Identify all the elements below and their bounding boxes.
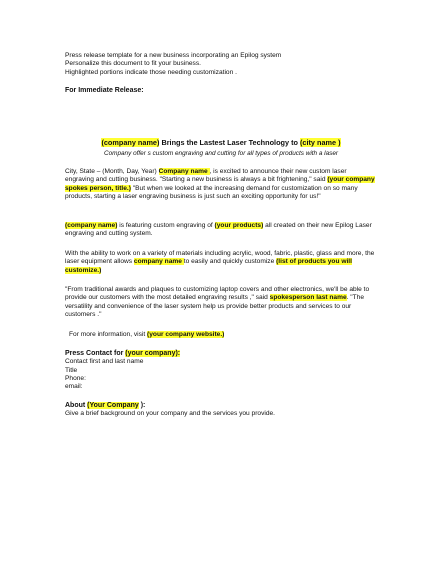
p4-spokes: spokesperson last name (269, 294, 347, 302)
intro-line-1: Press release template for a new business incorporating an Epilog system (65, 52, 282, 59)
paragraph-4 (65, 286, 377, 319)
release-label: For Immediate Release: (65, 87, 144, 94)
headline-middle: Brings the Lastest Laser Technology to (159, 138, 300, 147)
p2-products: (your products) (214, 222, 264, 229)
headline-company: (company name) (101, 138, 160, 147)
paragraph-2 (65, 222, 377, 239)
about-label: About (65, 402, 88, 409)
p2-a: is featuring custom engraving of (117, 222, 215, 229)
p5-website: (your company website.) (147, 331, 225, 338)
p3-a: With the ability to work on a variety of materials including acrylic, wood, fabric, plastic, glass and more, the laser equipment allows (65, 250, 375, 266)
paragraph-5 (69, 331, 381, 339)
subheadline: Company offer s custom engraving and cutting for all types of products with a laser (103, 150, 339, 157)
p2-company: (company name) (65, 222, 118, 229)
contact-title-line: Title (65, 366, 78, 374)
about-tail: ): (138, 402, 146, 409)
p1-c: "But when we looked at the increasing demand for customization on so many products, starting a laser engraving business is just such an exciting opportunity for us!" (65, 184, 358, 200)
paragraph-3 (65, 250, 377, 275)
p3-list: (list of products you will customize.) (65, 258, 352, 274)
headline (65, 139, 377, 147)
about-heading (65, 402, 377, 410)
headline-city: (city name ) (299, 138, 341, 147)
p3-company: company name (133, 258, 184, 266)
contact-name-line: Contact first and last name (65, 358, 144, 366)
p4-a: "From traditional awards and plaques to customizing laptop covers and other electronics, we'll be able to provide our customers with the most detailed engraving results ," said (65, 286, 370, 302)
intro-line-2: Personalize this document to fit your business. (65, 60, 201, 68)
intro-notes (65, 52, 377, 77)
about-section (65, 402, 377, 419)
paragraph-1 (65, 168, 377, 201)
contact-email-line: email: (65, 383, 83, 391)
press-contact-section (65, 350, 377, 391)
p3-b: to easily and quickly customize (183, 258, 277, 266)
p5-a: For more information, visit (69, 331, 148, 338)
about-company: (Your Company (87, 402, 139, 409)
intro-line-3: Highlighted portions indicate those needing customization . (65, 68, 237, 76)
p2-b: all created on their new Epilog Laser engraving and cutting system. (65, 222, 372, 238)
p1-spokes: (your company spokes person, title.) (65, 176, 375, 192)
p4-b: . "The versatility and convenience of the laser system help us provide better products and services to our customers ." (65, 294, 364, 318)
p1-a: City, State – (Month, Day, Year) (65, 168, 159, 175)
press-contact-company: (your company): (125, 350, 181, 357)
press-contact-label: Press Contact for (65, 350, 126, 357)
press-contact-heading (65, 350, 377, 358)
about-text: Give a brief background on your company and the services you provide. (65, 410, 276, 418)
p1-b: , is excited to announce their new custom laser engraving and cutting business. "Starting a new business is always a bit frightening," said (65, 168, 347, 184)
contact-phone-line: Phone: (65, 374, 86, 382)
p1-company: Company name (158, 168, 210, 175)
